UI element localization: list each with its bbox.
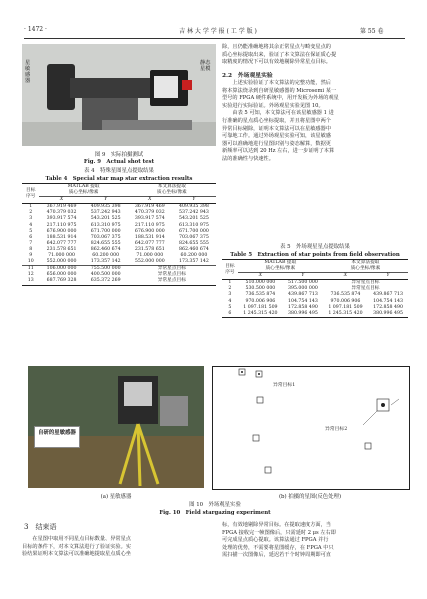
table-cell: 755.500 000 [90, 266, 121, 272]
table-cell: 217.110 975 [134, 222, 165, 228]
table-cell: 2 [29, 210, 33, 216]
conclusion-heading: 3 结束语 [24, 523, 57, 531]
table4-group1: MATLAB 提取 [67, 184, 100, 189]
table-cell: 409.935 398 [179, 204, 209, 210]
table-cell: 380.996 495 [373, 310, 403, 316]
volume-label: 第 55 卷 [360, 28, 384, 35]
table-cell: 635.372 269 [90, 278, 121, 284]
table-cell: 11 [27, 266, 34, 272]
table-cell: 656.000 000 [46, 272, 77, 278]
table-cell: 862.460 674 [179, 246, 209, 252]
table5-body [222, 280, 408, 318]
table-cell: 530.500 000 [245, 286, 276, 292]
table-cell-abnormal: 异常星点目标 [157, 272, 186, 278]
table5-title-cn: 表 5 外场观星星点提取结果 [280, 244, 350, 250]
text-line: 新频率可以达到 20 Hz 左右，进一步证明了本算 [222, 148, 335, 155]
text-line: 可靠地工作。通过外场观星实验可知，该星敏感 [222, 133, 331, 140]
text-line: 取精度的情况下可以有效地剔除异常星点目标。 [222, 59, 331, 66]
table5-title-en: Table 5 Extraction of star points from field observation [230, 252, 400, 258]
fig9-label-left: 星敏感器 [25, 60, 31, 84]
table5-group1-unit: 质心坐标/像素 [238, 266, 323, 273]
table-cell: 671.700 000 [90, 228, 121, 234]
text-line: 处理的优势，不需要将星图缓存，在 FPGA 中只 [222, 544, 334, 551]
text-line: 由表 5 可知，本文算法可在该星敏感器 1 进 [222, 110, 334, 117]
table4-group1-unit: 质心坐标/像素 [39, 190, 127, 197]
table-cell: 217.110 975 [46, 222, 77, 228]
table-cell: 104.754 143 [288, 298, 318, 304]
table-cell: 106.000 000 [46, 266, 77, 272]
table-cell: 393.917 574 [46, 216, 77, 222]
table5-col-index: 序号 [225, 269, 235, 275]
fig10-abnormal-2: 异常目标2 [325, 427, 348, 432]
section-heading-2-2: 2.2 外场观星实验 [222, 73, 273, 79]
fig10-sub-b: (b) 拍摄的星图(反色处理) [278, 494, 342, 500]
table-cell: 537.242 943 [90, 210, 121, 216]
table5-x1: X [238, 273, 283, 280]
text-line: 标，有效地剔除异常目标。在提取速度方面，当 [222, 522, 331, 528]
table-cell: 8 [29, 246, 33, 252]
table-row [222, 292, 408, 298]
table-cell: 439.867 713 [288, 292, 318, 298]
fig10-caption-cn: 图 10 外场观星实验 [189, 502, 241, 508]
fig9-illustration [22, 44, 216, 146]
table-cell: 517.500 000 [288, 280, 318, 286]
table-cell: 188.531 914 [134, 234, 165, 240]
text-line: 目标的条件下，对本文算法进行了验证实验。实 [22, 543, 131, 550]
table-cell: 104.754 143 [373, 298, 403, 304]
text-line: 实验进行实际验证。外场观星实验见图 10。 [222, 102, 324, 109]
table-cell: 1 097.181 509 [328, 304, 363, 310]
table-row [22, 223, 216, 229]
table-cell: 173.357 142 [179, 259, 209, 265]
table-cell: 862.460 674 [90, 246, 121, 252]
text-line: 异常目标剔除，证明本文算法可以在星敏感器中 [222, 125, 331, 132]
text-line: 在星图中取用不同星点目标数量、异常星点 [22, 536, 131, 542]
fig9-photo [22, 44, 216, 146]
table5-group2-unit: 质心坐标/像素 [323, 266, 408, 273]
fig10-caption-en: Fig. 10 Field stargazing experiment [159, 510, 271, 516]
table-cell: 9 [29, 253, 33, 259]
fig9-label-right: 静态星模 [200, 60, 211, 72]
table-cell: 543.201 525 [90, 216, 121, 222]
text-line: 行准确的星点质心坐标提取，并且将星图中两个 [222, 117, 331, 124]
table-cell: 393.917 574 [134, 216, 165, 222]
table-row [22, 216, 216, 222]
table-cell: 395.000 000 [288, 286, 318, 292]
table-cell: 231.578 651 [134, 246, 165, 252]
table-cell: 552.000 000 [46, 259, 77, 265]
table-cell: 970.006 906 [245, 298, 276, 304]
table-cell: 60.200 000 [92, 253, 120, 259]
table-cell: 231.578 651 [46, 246, 77, 252]
table-row [222, 311, 408, 318]
table-cell-abnormal: 异常星点目标 [351, 280, 380, 286]
table-cell: 1 [29, 204, 33, 210]
fig10-starmap-illustration [213, 367, 409, 489]
table-cell: 172.858 490 [288, 304, 318, 310]
table4-group2: 本文算法提取 [157, 184, 186, 189]
table-cell: 703.067 375 [179, 234, 209, 240]
table4-col-index: 序号 [26, 193, 36, 199]
fig9-caption-cn: 图 9 实际拍摄测试 [94, 152, 144, 158]
text-line: 上述实验验证了本文算法的完整功能，然后 [222, 80, 331, 86]
fig10-photo [28, 366, 204, 488]
conclusion-left [22, 536, 216, 559]
table4-x1: X [39, 197, 83, 204]
table-cell: 5 [228, 304, 232, 310]
table-row [22, 278, 216, 285]
table-cell: 736.535 874 [245, 292, 276, 298]
table-cell-abnormal: 异常星点目标 [351, 286, 380, 292]
table-row [222, 299, 408, 305]
text-line: 器可以准确地进行星图识别与姿态解算，数据更 [222, 140, 331, 147]
fig10-abnormal-1: 异常目标1 [273, 383, 296, 388]
table5-y2: Y [368, 273, 408, 280]
table-cell: 510.000 000 [245, 280, 276, 286]
text-line: 法的准确性与快速性。 [222, 155, 274, 162]
table-cell: 824.655 555 [179, 240, 209, 246]
table4-body [22, 204, 216, 285]
table5-col-target: 目标 [225, 263, 235, 269]
table-cell: 367.919 469 [134, 204, 165, 210]
text-line: 可完成星点质心提取。该算法通过 FPGA 并行 [222, 537, 329, 544]
table-cell: 6 [228, 310, 232, 316]
table-cell: 613.310 975 [90, 222, 121, 228]
table-cell: 380.996 495 [288, 310, 318, 316]
table-cell: 613.310 975 [179, 222, 209, 228]
table-cell: 1 245.315 420 [243, 310, 278, 316]
table-cell: 12 [27, 272, 34, 278]
table-row [222, 305, 408, 311]
text-line: 型号的 FPGA 硬件系统中，用开发板为外场的观星 [222, 95, 339, 102]
table-cell: 5 [29, 228, 33, 234]
table-cell: 60.200 000 [180, 253, 208, 259]
table-cell: 552.000 000 [134, 259, 165, 265]
table4-y2: Y [172, 197, 216, 204]
table-cell-abnormal: 异常星点目标 [157, 278, 186, 284]
table-cell: 642.077 777 [46, 240, 77, 246]
table-cell-abnormal: 异常星点目标 [157, 266, 186, 272]
table-cell: 736.535 874 [330, 292, 361, 298]
table4-title-en: Table 4 Special star map star extraction results [45, 176, 193, 182]
table-cell: 970.006 906 [330, 298, 361, 304]
table-cell: 537.242 943 [179, 210, 209, 216]
text-line: 需扫描一次图像后，延迟若干个时钟周期即可直 [222, 552, 331, 559]
fig10-starmap [212, 366, 410, 490]
table-cell: 10 [27, 259, 34, 265]
table-cell: 1 [228, 280, 232, 286]
table-cell: 188.531 914 [46, 234, 77, 240]
table-cell: 470.379 032 [46, 210, 77, 216]
table-cell: 13 [27, 278, 34, 284]
table-row [22, 235, 216, 241]
table-row [22, 229, 216, 235]
table-cell: 687.769 328 [46, 278, 77, 284]
conclusion-right [222, 522, 408, 560]
table-cell: 3 [29, 216, 33, 222]
table-cell: 71.000 000 [136, 253, 164, 259]
table-cell: 676.900 000 [46, 228, 77, 234]
journal-title: 吉 林 大 学 学 报 ( 工 学 版 ) [179, 28, 257, 35]
fig9-caption-en: Fig. 9 Actual shot test [83, 159, 155, 165]
table4-group2-unit: 质心坐标/像素 [128, 190, 216, 197]
table-cell: 1 245.315 420 [328, 310, 363, 316]
table5-group2: 本文算法提取 [351, 260, 380, 265]
right-column-intro [222, 44, 408, 67]
table-cell: 4 [29, 222, 33, 228]
table-cell: 671.700 000 [179, 228, 209, 234]
page-number: · 1472 · [24, 26, 47, 33]
table-cell: 4 [228, 298, 232, 304]
table-row [22, 259, 216, 266]
table4-title-cn: 表 4 特殊星图星点提取结果 [84, 168, 154, 174]
table4-col-target: 目标 [26, 187, 36, 193]
table4-y1: Y [84, 197, 128, 204]
table-cell: 367.919 469 [46, 204, 77, 210]
table-cell: 173.357 142 [90, 259, 121, 265]
table-cell: 409.935 398 [90, 204, 121, 210]
table5-group1: MATLAB 提取 [264, 260, 297, 265]
right-column-body [222, 80, 408, 164]
table4 [22, 183, 216, 286]
text-line: 除，且仍能准确地将其余正常星点与畸变星点的 [222, 44, 331, 50]
text-line: FPGA 接收完一帧图像后，只需延时 2 μs 左右即 [222, 529, 336, 536]
table-cell: 642.077 777 [134, 240, 165, 246]
fig10-photo-label: 自研的星敏感器 [34, 426, 80, 448]
table4-x2: X [128, 197, 172, 204]
table5-y1: Y [283, 273, 323, 280]
table-cell: 543.201 525 [179, 216, 209, 222]
table-cell: 703.067 375 [90, 234, 121, 240]
table-cell: 1 097.181 509 [243, 304, 278, 310]
table-cell: 439.867 713 [373, 292, 403, 298]
text-line: 验结果证明本文算法可以准确地提取星点质心坐 [22, 551, 131, 558]
table-cell: 470.379 032 [134, 210, 165, 216]
table5-x2: X [323, 273, 368, 280]
table-cell: 824.655 555 [90, 240, 121, 246]
table-cell: 400.500 000 [90, 272, 121, 278]
table-cell: 6 [29, 234, 33, 240]
text-line: 质心坐标提取出来，验证了本文算法在保证质心提 [222, 51, 337, 58]
table-cell: 71.000 000 [48, 253, 75, 259]
text-line: 将本算法烧录到自研星敏感器的 Microsemi 某一 [222, 87, 337, 94]
table-cell: 2 [228, 286, 232, 292]
table-cell: 172.858 490 [373, 304, 403, 310]
fig10-sub-a: (a) 星敏感器 [100, 494, 132, 500]
table-cell: 7 [29, 240, 33, 246]
table-cell: 3 [228, 292, 232, 298]
header-rule [24, 38, 405, 39]
table-cell: 676.900 000 [134, 228, 165, 234]
table5 [222, 259, 408, 318]
